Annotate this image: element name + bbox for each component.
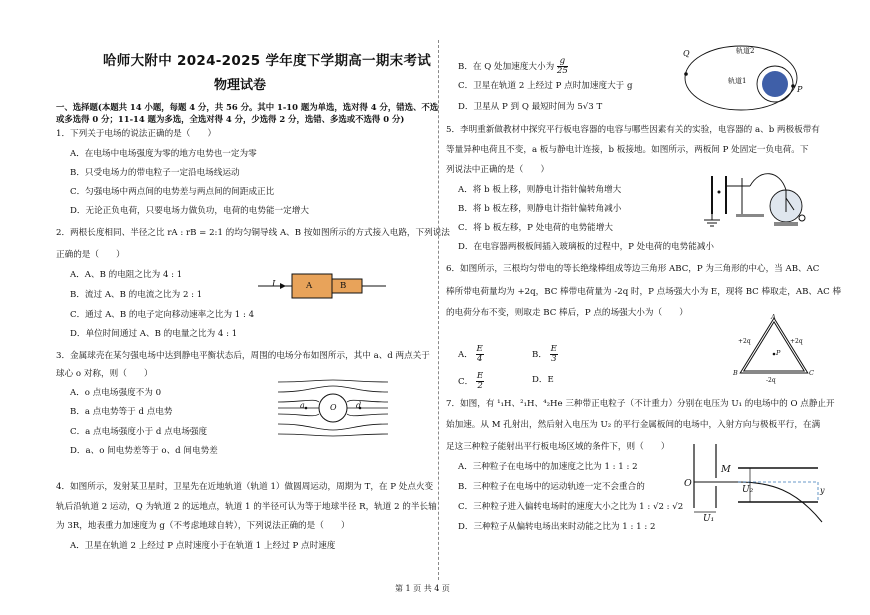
q6-option-d: D．E xyxy=(532,375,554,385)
q4-label-orbit1: 轨道1 xyxy=(728,77,747,85)
q6-option-a-letter: A． xyxy=(458,350,473,360)
q4-label-q: Q xyxy=(683,49,690,58)
q5-stem-line3: 列说法中正确的是（ ） xyxy=(446,165,550,175)
q6-label-b: B xyxy=(733,369,738,377)
q6-label-p: P xyxy=(776,349,781,357)
section-instructions-line1: 一、选择题(本题共 14 小题，每题 4 分，共 56 分。其中 1-10 题为单选，选对得 4 分，错选、不选 xyxy=(56,102,439,112)
q6-label-q-bc: -2q xyxy=(766,377,776,384)
q1-stem: 1．下列关于电场的说法正确的是（ ） xyxy=(56,129,217,139)
q3-label-a: a xyxy=(300,401,305,410)
q6-option-b-fraction xyxy=(550,345,558,364)
section-instructions-line2: 或多选得 0 分；11-14 题为多选，全选对得 4 分，少选得 2 分，选错、多选或不选得 0 分) xyxy=(56,114,405,124)
q3-stem-line2: 球心 o 对称，则（ ） xyxy=(56,369,153,379)
q6-option-a xyxy=(458,345,484,364)
q7-label-o: O xyxy=(684,478,692,489)
q7-stem-line2: 始加速。从 M 孔射出，然后射入电压为 U₂ 的平行金属板间的电场中，入射方向与极板平行，在满 xyxy=(446,420,821,430)
q6-option-c-numerator: E xyxy=(476,371,484,381)
q4-stem-line3: 为 3R，地表重力加速度为 g（不考虑地球自转），下列说法正确的是（ ） xyxy=(56,521,350,531)
q6-label-a: A xyxy=(771,313,776,321)
q6-option-b xyxy=(532,345,558,364)
q7-stem-line3: 足这三种粒子能射出平行板电场区域的条件下，则（ ） xyxy=(446,442,670,452)
q5-option-a: A．将 b 板上移，则静电计指针偏转角增大 xyxy=(458,185,622,195)
q4-label-orbit2: 轨道2 xyxy=(736,47,755,55)
q1-option-c: C．匀强电场中两点间的电势差与两点间的间距成正比 xyxy=(70,187,275,197)
q5-option-c: C．将 b 板左移，P 处电荷的电势能增大 xyxy=(458,223,613,233)
q4-option-b xyxy=(458,57,568,76)
q2-current-label: I xyxy=(272,279,276,289)
q6-triangle-figure xyxy=(738,318,810,378)
q6-option-b-letter: B． xyxy=(532,350,547,360)
q4-option-d: D．卫星从 P 到 Q 最短时间为 5√3 T xyxy=(458,102,603,112)
q6-label-c: C xyxy=(809,369,814,377)
q6-label-q-ab: +2q xyxy=(738,338,751,345)
q2-conductor-figure xyxy=(258,272,388,302)
q6-stem-line2: 棒所带电荷量均为 +2q，BC 棒带电荷量为 -2q 时，P 点场强大小为 E，现将 BC 棒取走，AB、AC 棒 xyxy=(446,287,842,297)
q7-label-u2: U₂ xyxy=(742,485,754,495)
page-footer: 第 1 页 共 4 页 xyxy=(395,584,450,593)
q2-stem-line2: 正确的是（ ） xyxy=(56,250,125,260)
q7-option-a: A．三种粒子在电场中的加速度之比为 1 : 1 : 2 xyxy=(458,462,638,472)
conductor-b xyxy=(332,279,362,293)
q5-stem-line1: 5．李明重新做教材中探究平行板电容器的电容与哪些因素有关的实验，电容器的 a、b 两极板带有 xyxy=(446,125,820,135)
exam-title: 哈师大附中 2024-2025 学年度下学期高一期末考试 xyxy=(103,53,432,69)
q2-option-b: B．流过 A、B 的电流之比为 2 : 1 xyxy=(70,290,203,300)
q3-option-c: C．a 点电场强度小于 d 点电场强度 xyxy=(70,427,208,437)
q6-stem-line1: 6．如图所示，三根均匀带电的等长绝缘棒组成等边三角形 ABC，P 为三角形的中心，当 AB、AC xyxy=(446,264,820,274)
q5-stem-line2: 等量异种电荷且不变，a 板与静电计连接，b 板接地。如图所示，两板间 P 处固定一负电荷。下 xyxy=(446,145,809,155)
q2-label-a: A xyxy=(306,281,313,291)
q1-option-b: B．只受电场力的带电粒子一定沿电场线运动 xyxy=(70,168,240,178)
q2-option-c: C．通过 A、B 的电子定向移动速率之比为 1 : 4 xyxy=(70,310,255,320)
q4-label-p: P xyxy=(797,85,803,94)
q5-option-b: B．将 b 板左移，则静电计指针偏转角减小 xyxy=(458,204,622,214)
q7-label-y: y xyxy=(820,486,825,495)
q3-option-d: D．a、o 间电势差等于 o、d 间电势差 xyxy=(70,446,218,456)
q7-option-b: B．三种粒子在电场中的运动轨迹一定不会重合的 xyxy=(458,482,645,492)
q6-option-b-denominator: 3 xyxy=(551,354,557,364)
q6-option-c-letter: C． xyxy=(458,377,474,387)
q7-label-u1: U₁ xyxy=(703,514,715,524)
q3-label-d: d xyxy=(356,401,362,410)
q3-option-a: A．o 点电场强度不为 0 xyxy=(70,388,162,398)
exam-subtitle: 物理试卷 xyxy=(214,78,267,93)
q1-option-a: A．在电场中电场强度为零的地方电势也一定为零 xyxy=(70,149,257,159)
q4-option-b-denominator: 25 xyxy=(556,66,568,76)
q4-option-c: C．卫星在轨道 2 上经过 P 点时加速度大于 g xyxy=(458,81,633,91)
q4-stem-line1: 4．如图所示，发射某卫星时，卫星先在近地轨道（轨道 1）做圆周运动，周期为 T，在 P 处点火变 xyxy=(56,482,434,492)
q7-label-m: M xyxy=(721,464,731,475)
q4-option-b-text: B．在 Q 处加速度大小为 xyxy=(458,62,555,72)
column-divider xyxy=(438,40,439,580)
q6-option-a-denominator: 4 xyxy=(476,354,483,364)
earth xyxy=(762,71,788,97)
q2-option-d: D．单位时间通过 A、B 的电量之比为 4 : 1 xyxy=(70,329,238,339)
q4-stem-line2: 轨后沿轨道 2 运动，Q 为轨道 2 的远地点，轨道 1 的半径可认为等于地球半径 R，轨道 2 的半长轴 xyxy=(56,502,437,512)
q1-option-d: D．无论正负电荷，只要电场力做负功，电荷的电势能一定增大 xyxy=(70,206,309,216)
q2-label-b: B xyxy=(340,281,347,291)
q6-stem-line3: 的电荷分布不变，则取走 BC 棒后，P 点的场强大小为（ ） xyxy=(446,308,688,318)
q3-label-o: O xyxy=(330,403,337,412)
q7-option-d: D．三种粒子从偏转电场出来时动能之比为 1 : 1 : 2 xyxy=(458,522,656,532)
q4-option-b-fraction xyxy=(557,57,568,76)
q6-option-c xyxy=(458,372,484,391)
q6-option-a-fraction xyxy=(476,345,484,364)
q6-option-c-denominator: 2 xyxy=(477,381,483,391)
q6-option-b-numerator: E xyxy=(550,344,557,354)
q5-capacitor-figure xyxy=(690,168,810,230)
q7-option-c: C．三种粒子进入偏转电场时的速度大小之比为 1 : √2 : √2 xyxy=(458,502,684,512)
q7-stem-line1: 7．如图，有 ¹₁H、²₁H、⁴₂He 三种带正电粒子（不计重力）分别在电压为 U₁ 的电场中的 O 点静止开 xyxy=(446,399,835,409)
q2-stem-line1: 2．两根长度相同、半径之比 rA : rB = 2:1 的均匀铜导线 A、B 按如图所示的方式接入电路，下列说法 xyxy=(56,228,450,238)
q3-option-b: B．a 点电势等于 d 点电势 xyxy=(70,407,173,417)
q2-option-a: A．A、B 的电阻之比为 4 : 1 xyxy=(70,270,183,280)
q3-stem-line1: 3．金属球壳在某匀强电场中达到静电平衡状态后，周围的电场分布如图所示，其中 a、d 两点关于 xyxy=(56,351,430,361)
q6-label-q-ac: +2q xyxy=(790,338,803,345)
q4-option-b-numerator: g xyxy=(557,57,568,67)
q4-option-a: A．卫星在轨道 2 上经过 P 点时速度小于在轨道 1 上经过 P 点时速度 xyxy=(70,541,336,551)
q6-option-c-fraction xyxy=(476,372,484,391)
q6-option-a-numerator: E xyxy=(476,344,483,354)
q5-option-d: D．在电容器两极板间插入玻璃板的过程中，P 处电荷的电势能减小 xyxy=(458,242,715,252)
